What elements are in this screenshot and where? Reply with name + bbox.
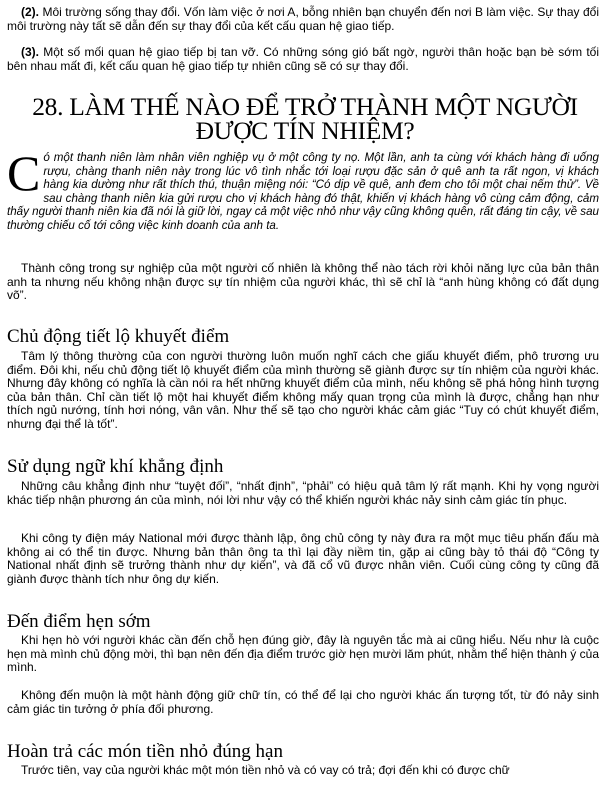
drop-cap: C	[7, 145, 41, 201]
intro-paragraph-3	[7, 46, 599, 73]
chapter-title: 28. LÀM THẾ NÀO ĐỂ TRỞ THÀNH MỘT NGƯỜI ĐƯỢC TÍN NHIỆM?	[32, 92, 578, 145]
paragraph-number: (2).	[21, 5, 39, 19]
section-heading: Chủ động tiết lộ khuyết điểm	[7, 326, 230, 347]
section-paragraph: Những câu khẳng định như “tuyệt đối”, “nhất định”, “phải” có hiệu quả tâm lý rất mạnh. Khi hy vọng người khác tiếp nhận phương án của mình, nói lời như vậy có thể khiến người khác nảy sinh cảm giác tín phục.	[7, 479, 599, 507]
paragraph-number: (3).	[21, 45, 39, 59]
section-paragraph: Trước tiên, vay của người khác một món tiền nhỏ và có vay có trả; đợi đến khi có được chữ	[21, 763, 510, 777]
section-paragraph: Khi hẹn hò với người khác cần đến chỗ hẹn đúng giờ, đây là nguyên tắc mà ai cũng hiểu. Nếu như là cuộc hẹn mà mình chủ động mời, thì bạn nên đến địa điểm trước giờ hẹn mười lăm phút, nhằm thể hiện thành ý của mình.	[7, 633, 599, 674]
paragraph-text: Môi trường sống thay đổi. Vốn làm việc ở nơi A, bỗng nhiên bạn chuyển đến nơi B làm việc. Sự thay đổi môi trường này tất sẽ dẫn đến sự thay đổi của kết cấu quan hệ giao tiếp.	[7, 5, 599, 33]
paragraph-text: Một số mối quan hệ giao tiếp bị tan vỡ. Có những sóng gió bất ngờ, người thân hoặc bạn bè sớm tối bên nhau mất đi, kết cấu quan hệ giao tiếp tự nhiên cũng sẽ có sự thay đổi.	[7, 45, 600, 73]
section-heading: Hoàn trả các món tiền nhỏ đúng hạn	[7, 741, 283, 762]
story-text: ó một thanh niên làm nhân viên nghiệp vụ ở một công ty nọ. Một lần, anh ta cùng với khách hàng đi uống rượu, chàng thanh niên này trong lúc vô tình nhắc tới loại rượu đặc sản ở quê anh ta rất ngon, vị khách hàng kia dường như rất thích thú, thuận miệng nói: “Có dịp về quê, anh đem cho tôi một chai nếm thử”. Về sau chàng thanh niên kia gửi rượu cho vị khách hàng đó thật, khiến vị khách hàng vô cùng cảm động, cảm thấy người thanh niên kia đã nói là giữ lời, ngay cả một việc nhỏ như vậy cũng không quên, rất đáng tin cậy, về sau thường chiếu cố tới công việc kinh doanh của anh ta.	[7, 151, 599, 232]
section-heading: Đến điểm hẹn sớm	[7, 611, 151, 632]
section-heading: Sử dụng ngữ khí khẳng định	[7, 456, 224, 477]
section-paragraph: Không đến muộn là một hành động giữ chữ tín, có thể để lại cho người khác ấn tượng tốt, từ đó nảy sinh cảm giác tin tưởng ở phía đối phương.	[7, 688, 599, 716]
chapter-story	[7, 145, 599, 232]
section-paragraph: Tâm lý thông thường của con người thường luôn muốn nghĩ cách che giấu khuyết điểm, phô trương ưu điểm. Đôi khi, nếu chủ động tiết lộ khuyết điểm của mình thường sẽ giành được sự tín nhiệm của người khác. Nhưng đây không có nghĩa là cần nói ra hết những khuyết điểm của mình, nếu không sẽ phá hỏng hình tượng của bản thân. Chỉ cần tiết lộ một hai khuyết điểm không mấy quan trọng của mình là được, chẳng hạn như thích ngủ nướng, tính hơi nóng, vân vân. Như thế sẽ tạo cho người khác cảm giác “Tuy có chút khuyết điểm, nhưng đại thể là tốt”.	[7, 349, 599, 431]
chapter-paragraph: Thành công trong sự nghiệp của một người cố nhiên là không thể nào tách rời khỏi năng lực của bản thân anh ta nhưng nếu không nhận được sự tín nhiệm của người khác, thì sẽ chỉ là “anh hùng không có đất dụng võ”.	[7, 261, 599, 302]
intro-paragraph-2	[7, 6, 599, 33]
section-paragraph: Khi công ty điện máy National mới được thành lập, ông chủ công ty này đưa ra một mục tiêu phấn đấu mà không ai có thể tin được. Nhưng bản thân ông ta thì lại đầy niềm tin, gặp ai cũng bày tỏ thái độ “Công ty National nhất định sẽ trưởng thành như dự kiến”, và đã cổ vũ được nhân viên. Cuối cùng công ty cũng đã giành được thành tích như ông dự kiến.	[7, 531, 599, 586]
